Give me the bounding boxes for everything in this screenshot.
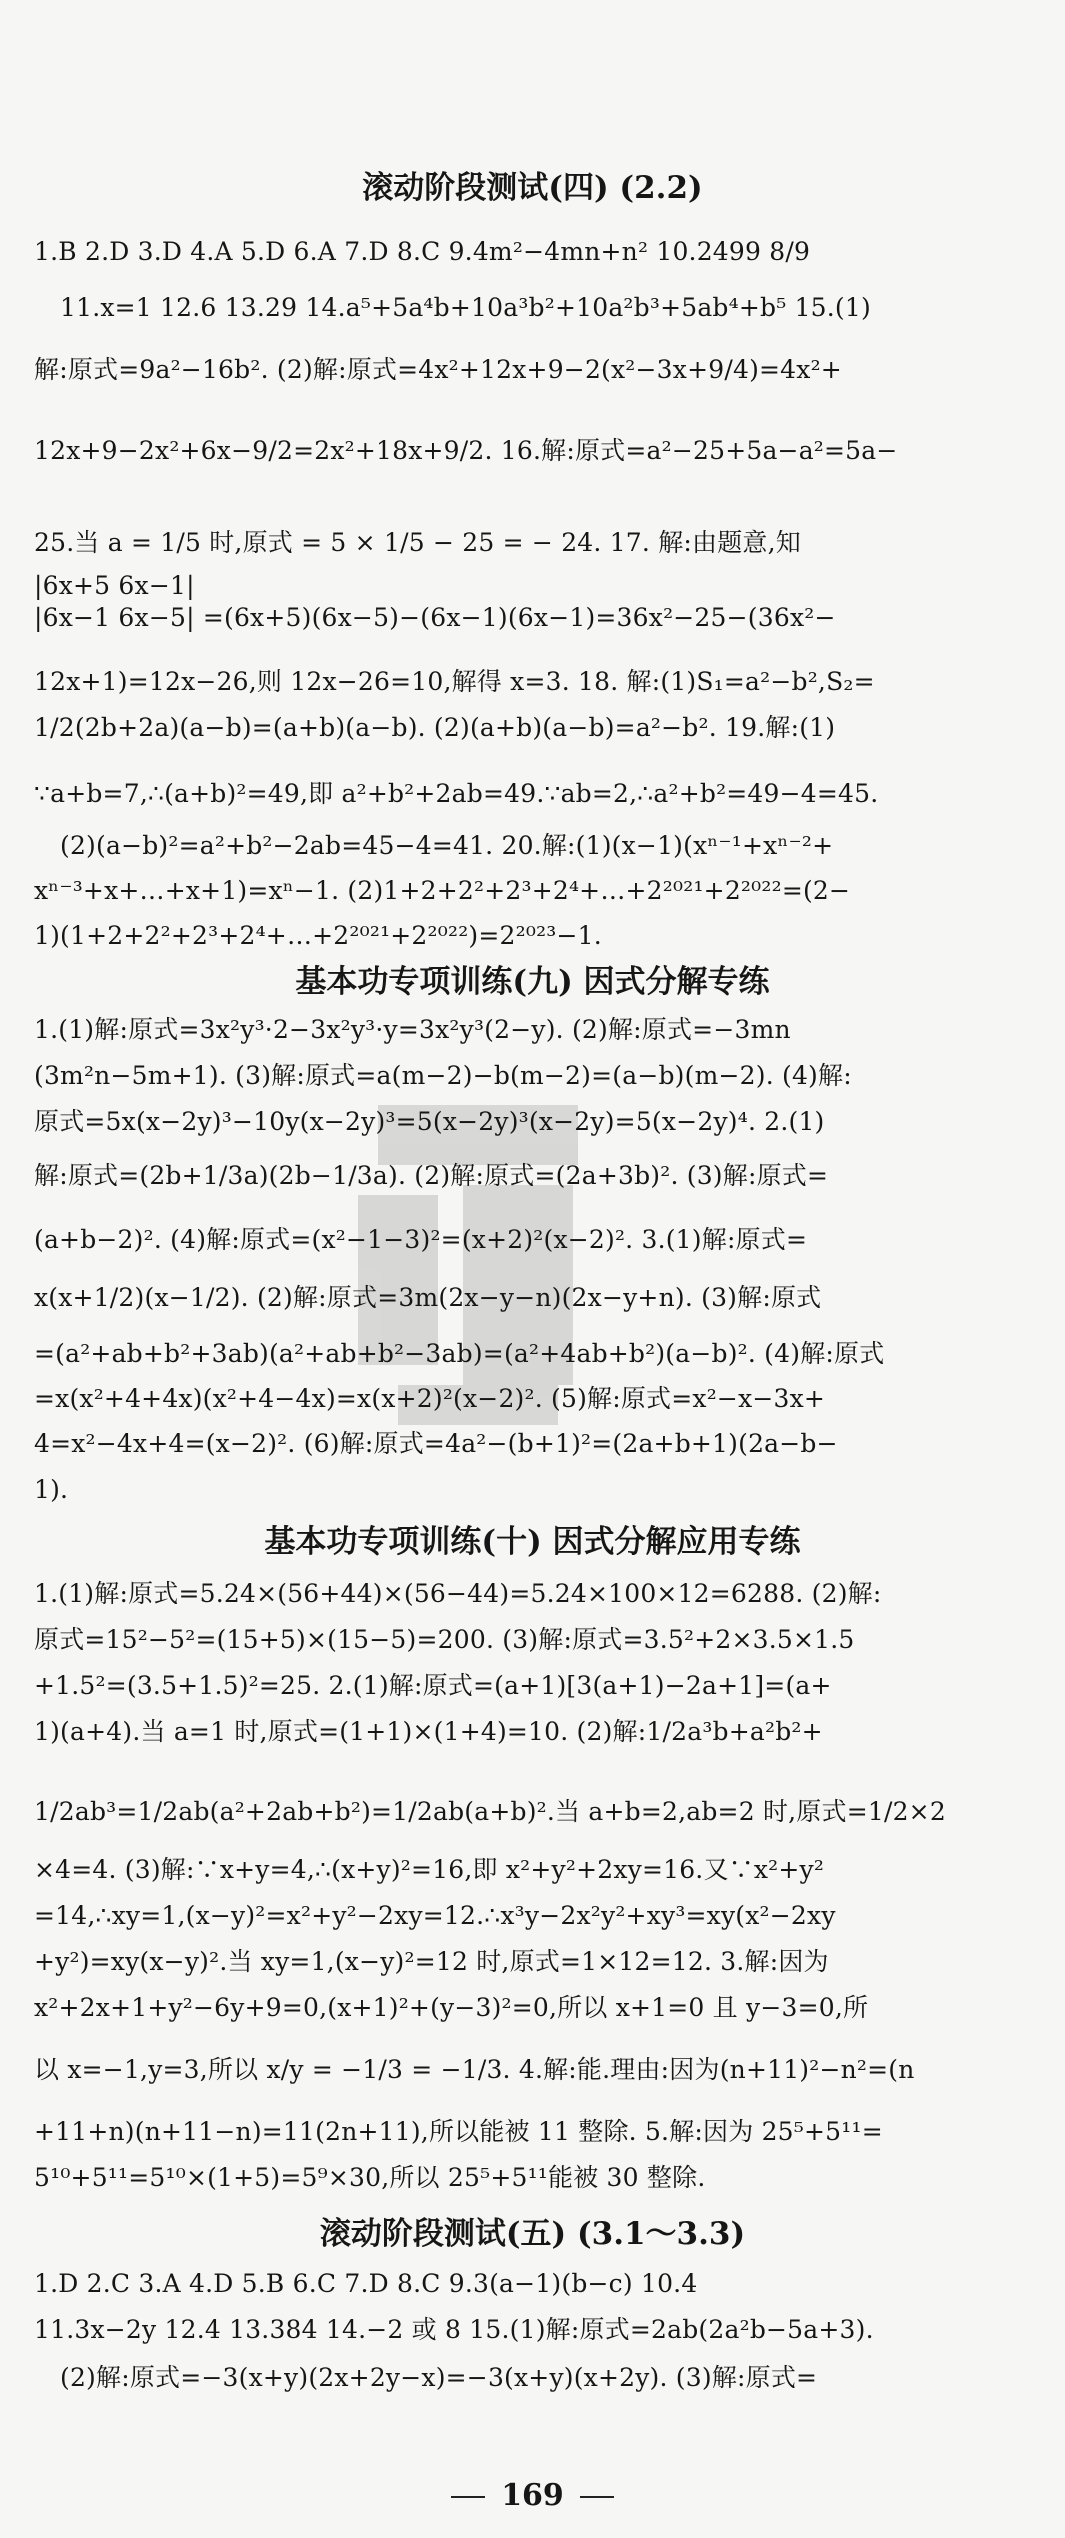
- text-line: =(a²+ab+b²+3ab)(a²+ab+b²−3ab)=(a²+4ab+b²)(a−b)². (4)解:原式: [34, 1339, 885, 1368]
- text-line: +1.5²=(3.5+1.5)²=25. 2.(1)解:原式=(a+1)[3(a+1)−2a+1]=(a+: [34, 1671, 832, 1700]
- text-line: 1.(1)解:原式=3x²y³·2−3x²y³·y=3x²y³(2−y). (2)解:原式=−3mn: [34, 1015, 791, 1044]
- text-line: +11+n)(n+11−n)=11(2n+11),所以能被 11 整除. 5.解:因为 25⁵+5¹¹=: [34, 2117, 883, 2146]
- text-line: =x(x²+4+4x)(x²+4−4x)=x(x+2)²(x−2)². (5)解:原式=x²−x−3x+: [34, 1384, 826, 1413]
- text-line: 以 x=−1,y=3,所以 x/y = −1/3 = −1/3. 4.解:能.理由:因为(n+11)²−n²=(n: [34, 2055, 915, 2084]
- text-line: 12x+9−2x²+6x−9/2=2x²+18x+9/2. 16.解:原式=a²−25+5a−a²=5a−: [34, 436, 898, 465]
- text-line: 11.x=1 12.6 13.29 14.a⁵+5a⁴b+10a³b²+10a²b³+5ab⁴+b⁵ 15.(1): [60, 293, 871, 322]
- text-line: 1/2ab³=1/2ab(a²+2ab+b²)=1/2ab(a+b)².当 a+b=2,ab=2 时,原式=1/2×2: [34, 1797, 946, 1826]
- text-line: ×4=4. (3)解:∵x+y=4,∴(x+y)²=16,即 x²+y²+2xy=16.又∵x²+y²: [34, 1855, 825, 1884]
- text-line: 25.当 a = 1/5 时,原式 = 5 × 1/5 − 25 = − 24. 17. 解:由题意,知: [34, 528, 801, 557]
- text-line: x²+2x+1+y²−6y+9=0,(x+1)²+(y−3)²=0,所以 x+1=0 且 y−3=0,所: [34, 1993, 869, 2022]
- dash-left: [451, 2496, 485, 2498]
- text-line: 原式=15²−5²=(15+5)×(15−5)=200. (3)解:原式=3.5²+2×3.5×1.5: [34, 1625, 855, 1654]
- text-line: 解:原式=(2b+1/3a)(2b−1/3a). (2)解:原式=(2a+3b)². (3)解:原式=: [34, 1161, 829, 1190]
- section-heading-rolling-test-5: 滚动阶段测试(五) (3.1～3.3): [319, 2216, 746, 2252]
- section-heading-drill-9: 基本功专项训练(九) 因式分解专练: [295, 964, 770, 1000]
- text-line: 5¹⁰+5¹¹=5¹⁰×(1+5)=5⁹×30,所以 25⁵+5¹¹能被 30 整除.: [34, 2163, 706, 2192]
- text-line: (2)(a−b)²=a²+b²−2ab=45−4=41. 20.解:(1)(x−1)(xⁿ⁻¹+xⁿ⁻²+: [60, 831, 834, 860]
- text-line: |6x−1 6x−5| =(6x+5)(6x−5)−(6x−1)(6x−1)=36x²−25−(36x²−: [34, 603, 836, 632]
- text-line: 1/2(2b+2a)(a−b)=(a+b)(a−b). (2)(a+b)(a−b)=a²−b². 19.解:(1): [34, 713, 836, 742]
- dash-right: [580, 2496, 614, 2498]
- text-line: 1.B 2.D 3.D 4.A 5.D 6.A 7.D 8.C 9.4m²−4mn+n² 10.2499 8/9: [34, 237, 811, 266]
- text-line: 12x+1)=12x−26,则 12x−26=10,解得 x=3. 18. 解:(1)S₁=a²−b²,S₂=: [34, 667, 875, 696]
- text-line: |6x+5 6x−1|: [34, 571, 195, 600]
- text-line: (3m²n−5m+1). (3)解:原式=a(m−2)−b(m−2)=(a−b)(m−2). (4)解:: [34, 1061, 852, 1090]
- text-line: 1).: [34, 1475, 69, 1504]
- text-line: ∵a+b=7,∴(a+b)²=49,即 a²+b²+2ab=49.∵ab=2,∴a²+b²=49−4=45.: [34, 779, 879, 808]
- text-line: x(x+1/2)(x−1/2). (2)解:原式=3m(2x−y−n)(2x−y+n). (3)解:原式: [34, 1283, 822, 1312]
- text-line: (2)解:原式=−3(x+y)(2x+2y−x)=−3(x+y)(x+2y). (3)解:原式=: [60, 2363, 818, 2392]
- text-line: 解:原式=9a²−16b². (2)解:原式=4x²+12x+9−2(x²−3x+9/4)=4x²+: [34, 355, 842, 384]
- text-line: 11.3x−2y 12.4 13.384 14.−2 或 8 15.(1)解:原式=2ab(2a²b−5a+3).: [34, 2315, 874, 2344]
- text-line: 4=x²−4x+4=(x−2)². (6)解:原式=4a²−(b+1)²=(2a+b+1)(2a−b−: [34, 1429, 838, 1458]
- section-heading-drill-10: 基本功专项训练(十) 因式分解应用专练: [264, 1524, 801, 1560]
- text-line: +y²)=xy(x−y)².当 xy=1,(x−y)²=12 时,原式=1×12=12. 3.解:因为: [34, 1947, 829, 1976]
- text-line: 原式=5x(x−2y)³−10y(x−2y)³=5(x−2y)³(x−2y)=5(x−2y)⁴. 2.(1): [34, 1107, 825, 1136]
- section-heading-rolling-test-4: 滚动阶段测试(四) (2.2): [362, 170, 703, 206]
- page-number: [0, 2476, 1065, 2516]
- text-line: 1)(1+2+2²+2³+2⁴+…+2²⁰²¹+2²⁰²²)=2²⁰²³−1.: [34, 921, 602, 950]
- page-number-value: 169: [501, 2478, 564, 2513]
- text-line: =14,∴xy=1,(x−y)²=x²+y²−2xy=12.∴x³y−2x²y²+xy³=xy(x²−2xy: [34, 1901, 836, 1930]
- text-line: (a+b−2)². (4)解:原式=(x²−1−3)²=(x+2)²(x−2)². 3.(1)解:原式=: [34, 1225, 808, 1254]
- text-line: 1.D 2.C 3.A 4.D 5.B 6.C 7.D 8.C 9.3(a−1)(b−c) 10.4: [34, 2269, 698, 2298]
- text-line: 1)(a+4).当 a=1 时,原式=(1+1)×(1+4)=10. (2)解:1/2a³b+a²b²+: [34, 1717, 823, 1746]
- text-line: 1.(1)解:原式=5.24×(56+44)×(56−44)=5.24×100×12=6288. (2)解:: [34, 1579, 882, 1608]
- text-line: xⁿ⁻³+x+…+x+1)=xⁿ−1. (2)1+2+2²+2³+2⁴+…+2²⁰²¹+2²⁰²²=(2−: [34, 876, 851, 905]
